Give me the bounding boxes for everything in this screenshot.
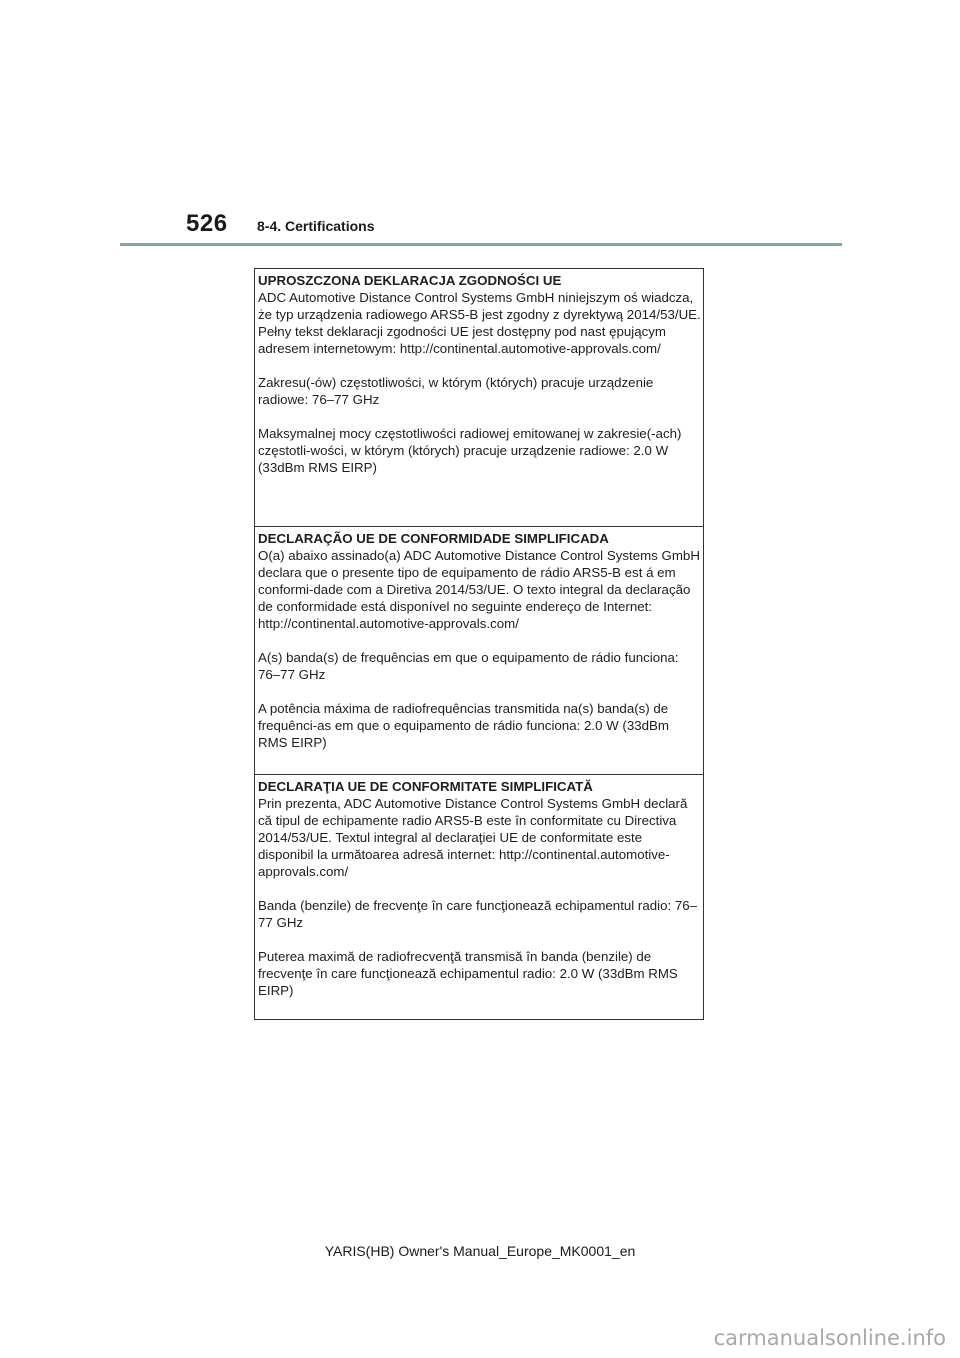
declaration-paragraph: A(s) banda(s) de frequências em que o equipamento de rádio funciona: 76–77 GHz	[258, 650, 679, 682]
page-number: 526	[186, 210, 228, 237]
declaration-heading: UPROSZCZONA DEKLARACJA ZGODNOŚCI UE	[258, 273, 562, 288]
declaration-box	[254, 268, 704, 1020]
manual-footer: YARIS(HB) Owner's Manual_Europe_MK0001_en	[324, 1243, 636, 1259]
declaration-paragraph: Maksymalnej mocy częstotliwości radiowej emitowanej w zakresie(-ach) częstotli-wości, w którym (których) pracuje urządzenie radiowe: 2.0 W (33dBm RMS EIRP)	[258, 426, 682, 475]
declaration-heading: DECLARAŢIA UE DE CONFORMITATE SIMPLIFICATĂ	[258, 779, 593, 794]
declaration-romanian	[255, 775, 703, 1018]
declaration-paragraph: ADC Automotive Distance Control Systems GmbH niniejszym oś wiadcza, że typ urządzenia radiowego ARS5-B jest zgodny z dyrektywą 2014/53/UE. Pełny tekst deklaracji zgodności UE jest dostępny pod nast ępującym adresem internetowym: http://continental.automotive-approvals.com/	[258, 290, 701, 356]
declaration-portuguese	[255, 527, 703, 775]
declaration-paragraph: Prin prezenta, ADC Automotive Distance Control Systems GmbH declară că tipul de echipamente radio ARS5-B este în conformitate cu Directiva 2014/53/UE. Textul integral al declaraţiei UE de conformitate este disponibil la următoarea adresă internet: http://continental.automotive-approvals.com/	[258, 796, 688, 879]
section-title: 8-4. Certifications	[257, 218, 375, 234]
watermark: carmanualsonline.info	[713, 1326, 946, 1350]
declaration-polish	[255, 269, 703, 527]
header-divider	[120, 243, 842, 246]
declaration-heading: DECLARAÇÃO UE DE CONFORMIDADE SIMPLIFICADA	[258, 531, 609, 546]
declaration-paragraph: Banda (benzile) de frecvenţe în care funcţionează echipamentul radio: 76–77 GHz	[258, 898, 698, 930]
declaration-paragraph: Puterea maximă de radiofrecvenţă transmisă în banda (benzile) de frecvenţe în care funcţionează echipamentul radio: 2.0 W (33dBm RMS EIRP)	[258, 949, 678, 998]
declaration-paragraph: A potência máxima de radiofrequências transmitida na(s) banda(s) de frequênci-as em que o equipamento de rádio funciona: 2.0 W (33dBm RMS EIRP)	[258, 701, 669, 750]
declaration-paragraph: O(a) abaixo assinado(a) ADC Automotive Distance Control Systems GmbH declara que o presente tipo de equipamento de rádio ARS5-B est á em conformi-dade com a Diretiva 2014/53/UE. O texto integral da declaração de conformidade está disponível no seguinte endereço de Internet: http://continental.automotive-approvals.com/	[258, 548, 700, 631]
declaration-paragraph: Zakresu(-ów) częstotliwości, w którym (których) pracuje urządzenie radiowe: 76–77 GHz	[258, 375, 654, 407]
